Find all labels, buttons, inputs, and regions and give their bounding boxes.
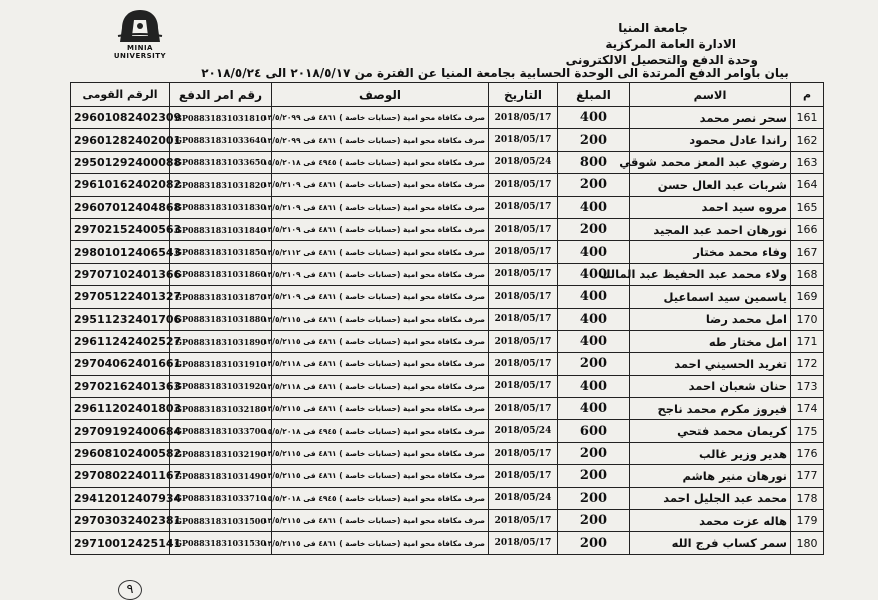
row-number-cell: 170 (791, 308, 824, 330)
order-no-cell: GP08831831031870 (170, 286, 272, 308)
national-id-cell: 29710012425141 (71, 532, 170, 554)
order-no-cell: GP08831831031830 (170, 196, 272, 218)
date-cell: 2018/05/17 (489, 308, 558, 330)
amount-cell: 400 (558, 263, 630, 285)
row-number-cell: 169 (791, 286, 824, 308)
row-number-cell: 173 (791, 375, 824, 397)
university-name: جامعة المنيا (618, 21, 688, 35)
table-row (71, 487, 824, 509)
name-cell: مروه سيد احمد (630, 196, 791, 218)
payments-table (70, 82, 824, 555)
order-no-cell: GP08831831031500 (170, 510, 272, 532)
row-number-cell: 162 (791, 129, 824, 151)
table-row (71, 107, 824, 129)
amount-cell: 400 (558, 241, 630, 263)
national-id-cell: 29708022401167 (71, 465, 170, 487)
col-amount: المبلغ (558, 83, 630, 107)
table-row (71, 129, 824, 151)
table-row (71, 510, 824, 532)
table-row (71, 330, 824, 352)
col-national-id: الرقم القومى (71, 83, 170, 107)
national-id-cell: 29704062401661 (71, 353, 170, 375)
order-no-cell: GP08831831031910 (170, 353, 272, 375)
table-row (71, 174, 824, 196)
col-date: التاريخ (489, 83, 558, 107)
description-cell: صرف مكافاة محو امية (حسابات خاصة ) ٤٨٦١ فى ١٣/٥/٢١١٨ (272, 353, 489, 375)
name-cell: سحر نصر محمد (630, 107, 791, 129)
national-id-cell: 29611242402527 (71, 330, 170, 352)
national-id-cell: 29705122401327 (71, 286, 170, 308)
name-cell: راندا عادل محمود (630, 129, 791, 151)
order-no-cell: GP08831831033650 (170, 151, 272, 173)
date-cell: 2018/05/24 (489, 420, 558, 442)
col-order-no: رقم امر الدفع (170, 83, 272, 107)
description-cell: صرف مكافاة محو امية (حسابات خاصة ) ٤٩٤٥ فى ١٥/٥/٢٠١٨ (272, 151, 489, 173)
amount-cell: 800 (558, 151, 630, 173)
description-cell: صرف مكافاة محو امية (حسابات خاصة ) ٤٨٦١ فى ١٣/٥/٢١١٥ (272, 398, 489, 420)
date-cell: 2018/05/24 (489, 151, 558, 173)
table-row (71, 308, 824, 330)
table-row (71, 151, 824, 173)
row-number-cell: 172 (791, 353, 824, 375)
table-row (71, 442, 824, 464)
name-cell: رضوي عبد المعز محمد شوقي (630, 151, 791, 173)
name-cell: تغريد الحسيني احمد (630, 353, 791, 375)
description-cell: صرف مكافاة محو امية (حسابات خاصة ) ٤٨٦١ فى ١٣/٥/٢١٠٩ (272, 286, 489, 308)
description-cell: صرف مكافاة محو امية (حسابات خاصة ) ٤٨٦١ فى ١٣/٥/٢١٠٩ (272, 174, 489, 196)
amount-cell: 200 (558, 487, 630, 509)
description-cell: صرف مكافاة محو امية (حسابات خاصة ) ٤٨٦١ فى ١٣/٥/٢١٠٩ (272, 263, 489, 285)
pharaoh-head-icon (110, 6, 170, 46)
document-header (428, 20, 758, 68)
description-cell: صرف مكافاة محو امية (حسابات خاصة ) ٤٨٦١ فى ١٣/٥/٢١١٥ (272, 308, 489, 330)
name-cell: محمد عبد الجليل احمد (630, 487, 791, 509)
order-no-cell: GP08831831032190 (170, 442, 272, 464)
description-cell: صرف مكافاة محو امية (حسابات خاصة ) ٤٨٦١ فى ١٣/٥/٢١٠٩ (272, 218, 489, 240)
date-cell: 2018/05/17 (489, 174, 558, 196)
amount-cell: 600 (558, 420, 630, 442)
name-cell: سمر كساب فرج الله (630, 532, 791, 554)
name-cell: وفاء محمد مختار (630, 241, 791, 263)
order-no-cell: GP08831831031490 (170, 465, 272, 487)
row-number-cell: 177 (791, 465, 824, 487)
description-cell: صرف مكافاة محو امية (حسابات خاصة ) ٤٨٦١ فى ١٣/٥/٢١١٥ (272, 510, 489, 532)
order-no-cell: GP08831831031810 (170, 107, 272, 129)
col-description: الوصف (272, 83, 489, 107)
row-number-cell: 166 (791, 218, 824, 240)
order-no-cell: GP08831831031820 (170, 174, 272, 196)
date-cell: 2018/05/17 (489, 330, 558, 352)
page-number: ٩ (118, 580, 142, 600)
row-number-cell: 175 (791, 420, 824, 442)
date-cell: 2018/05/17 (489, 442, 558, 464)
table-row (71, 398, 824, 420)
name-cell: فيروز مكرم محمد ناجح (630, 398, 791, 420)
amount-cell: 400 (558, 308, 630, 330)
unit-name: وحدة الدفع والتحصيل الالكترونى (565, 53, 758, 67)
date-cell: 2018/05/17 (489, 532, 558, 554)
name-cell: هدير وزير غالب (630, 442, 791, 464)
national-id-cell: 29601282402001 (71, 129, 170, 151)
table-row (71, 196, 824, 218)
order-no-cell: GP08831831031840 (170, 218, 272, 240)
name-cell: ولاء محمد عبد الحفيظ عبد المالك (630, 263, 791, 285)
description-cell: صرف مكافاة محو امية (حسابات خاصة ) ٤٨٦١ فى ١٣/٥/٢٠٩٩ (272, 129, 489, 151)
document-title: بيان باوامر الدفع المرتدة الى الوحدة الحسابية بجامعة المنيا عن الفترة من ٢٠١٨/٥/١٧ الى ٢٠١٨/٥/٢٤ (201, 66, 789, 80)
name-cell: ياسمين سيد اسماعيل (630, 286, 791, 308)
name-cell: امل مختار طه (630, 330, 791, 352)
description-cell: صرف مكافاة محو امية (حسابات خاصة ) ٤٨٦١ فى ١٣/٥/٢١١٨ (272, 375, 489, 397)
table-row (71, 420, 824, 442)
date-cell: 2018/05/17 (489, 398, 558, 420)
date-cell: 2018/05/17 (489, 263, 558, 285)
date-cell: 2018/05/17 (489, 218, 558, 240)
row-number-cell: 176 (791, 442, 824, 464)
order-no-cell: GP08831831031530 (170, 532, 272, 554)
order-no-cell: GP08831831031860 (170, 263, 272, 285)
national-id-cell: 29511232401706 (71, 308, 170, 330)
amount-cell: 400 (558, 286, 630, 308)
order-no-cell: GP08831831033640 (170, 129, 272, 151)
national-id-cell: 29707102401366 (71, 263, 170, 285)
date-cell: 2018/05/17 (489, 241, 558, 263)
national-id-cell: 29412012407934 (71, 487, 170, 509)
name-cell: حنان شعبان احمد (630, 375, 791, 397)
name-cell: نورهان احمد عبد المجيد (630, 218, 791, 240)
amount-cell: 400 (558, 398, 630, 420)
date-cell: 2018/05/17 (489, 353, 558, 375)
amount-cell: 200 (558, 510, 630, 532)
description-cell: صرف مكافاة محو امية (حسابات خاصة ) ٤٩٤٥ فى ١٥/٥/٢٠١٨ (272, 487, 489, 509)
national-id-cell: 29709192400684 (71, 420, 170, 442)
description-cell: صرف مكافاة محو امية (حسابات خاصة ) ٤٨٦١ فى ١٣/٥/٢١١٥ (272, 465, 489, 487)
row-number-cell: 163 (791, 151, 824, 173)
amount-cell: 400 (558, 107, 630, 129)
amount-cell: 200 (558, 442, 630, 464)
row-number-cell: 164 (791, 174, 824, 196)
table-row (71, 286, 824, 308)
row-number-cell: 167 (791, 241, 824, 263)
description-cell: صرف مكافاة محو امية (حسابات خاصة ) ٤٨٦١ فى ١٣/٥/٢٠٩٩ (272, 107, 489, 129)
amount-cell: 200 (558, 218, 630, 240)
logo-text: MINIA UNIVERSITY (113, 44, 167, 60)
row-number-cell: 179 (791, 510, 824, 532)
order-no-cell: GP08831831032180 (170, 398, 272, 420)
description-cell: صرف مكافاة محو امية (حسابات خاصة ) ٤٨٦١ فى ١٣/٥/٢١١٥ (272, 330, 489, 352)
amount-cell: 200 (558, 129, 630, 151)
table-header-row (71, 83, 824, 107)
national-id-cell: 29702152400563 (71, 218, 170, 240)
row-number-cell: 171 (791, 330, 824, 352)
national-id-cell: 29610162402082 (71, 174, 170, 196)
date-cell: 2018/05/17 (489, 510, 558, 532)
date-cell: 2018/05/17 (489, 129, 558, 151)
date-cell: 2018/05/17 (489, 465, 558, 487)
national-id-cell: 29501292400088 (71, 151, 170, 173)
name-cell: هاله عزت محمد (630, 510, 791, 532)
national-id-cell: 29703032402381 (71, 510, 170, 532)
col-number: م (791, 83, 824, 107)
table-row (71, 218, 824, 240)
order-no-cell: GP08831831031920 (170, 375, 272, 397)
order-no-cell: GP08831831031850 (170, 241, 272, 263)
date-cell: 2018/05/17 (489, 286, 558, 308)
description-cell: صرف مكافاة محو امية (حسابات خاصة ) ٤٨٦١ فى ١٣/٥/٢١١٥ (272, 532, 489, 554)
amount-cell: 200 (558, 174, 630, 196)
amount-cell: 200 (558, 532, 630, 554)
date-cell: 2018/05/17 (489, 107, 558, 129)
national-id-cell: 29607012404868 (71, 196, 170, 218)
amount-cell: 400 (558, 330, 630, 352)
table-row (71, 532, 824, 554)
col-name: الاسم (630, 83, 791, 107)
order-no-cell: GP08831831031880 (170, 308, 272, 330)
row-number-cell: 168 (791, 263, 824, 285)
description-cell: صرف مكافاة محو امية (حسابات خاصة ) ٤٨٦١ فى ١٣/٥/٢١١٥ (272, 442, 489, 464)
order-no-cell: GP08831831033700 (170, 420, 272, 442)
amount-cell: 200 (558, 353, 630, 375)
row-number-cell: 161 (791, 107, 824, 129)
name-cell: شربات عبد العال حسن (630, 174, 791, 196)
row-number-cell: 174 (791, 398, 824, 420)
row-number-cell: 178 (791, 487, 824, 509)
row-number-cell: 180 (791, 532, 824, 554)
name-cell: امل محمد رضا (630, 308, 791, 330)
amount-cell: 200 (558, 465, 630, 487)
date-cell: 2018/05/17 (489, 375, 558, 397)
row-number-cell: 165 (791, 196, 824, 218)
table-row (71, 465, 824, 487)
table-row (71, 263, 824, 285)
order-no-cell: GP08831831031890 (170, 330, 272, 352)
national-id-cell: 29611202401803 (71, 398, 170, 420)
description-cell: صرف مكافاة محو امية (حسابات خاصة ) ٤٩٤٥ فى ١٥/٥/٢٠١٨ (272, 420, 489, 442)
description-cell: صرف مكافاة محو امية (حسابات خاصة ) ٤٨٦١ فى ١٣/٥/٢١٠٩ (272, 196, 489, 218)
name-cell: كريمان محمد فتحي (630, 420, 791, 442)
amount-cell: 400 (558, 196, 630, 218)
date-cell: 2018/05/24 (489, 487, 558, 509)
date-cell: 2018/05/17 (489, 196, 558, 218)
table-row (71, 241, 824, 263)
amount-cell: 400 (558, 375, 630, 397)
order-no-cell: GP08831831033710 (170, 487, 272, 509)
department-name: الادارة العامة المركزية (605, 37, 736, 51)
national-id-cell: 29608102400582 (71, 442, 170, 464)
university-logo (100, 6, 180, 58)
national-id-cell: 29702162401363 (71, 375, 170, 397)
name-cell: نورهان منير هاشم (630, 465, 791, 487)
table-row (71, 353, 824, 375)
table-row (71, 375, 824, 397)
national-id-cell: 29601082402309 (71, 107, 170, 129)
description-cell: صرف مكافاة محو امية (حسابات خاصة ) ٤٨٦١ فى ١٣/٥/٢١١٢ (272, 241, 489, 263)
national-id-cell: 29801012406543 (71, 241, 170, 263)
